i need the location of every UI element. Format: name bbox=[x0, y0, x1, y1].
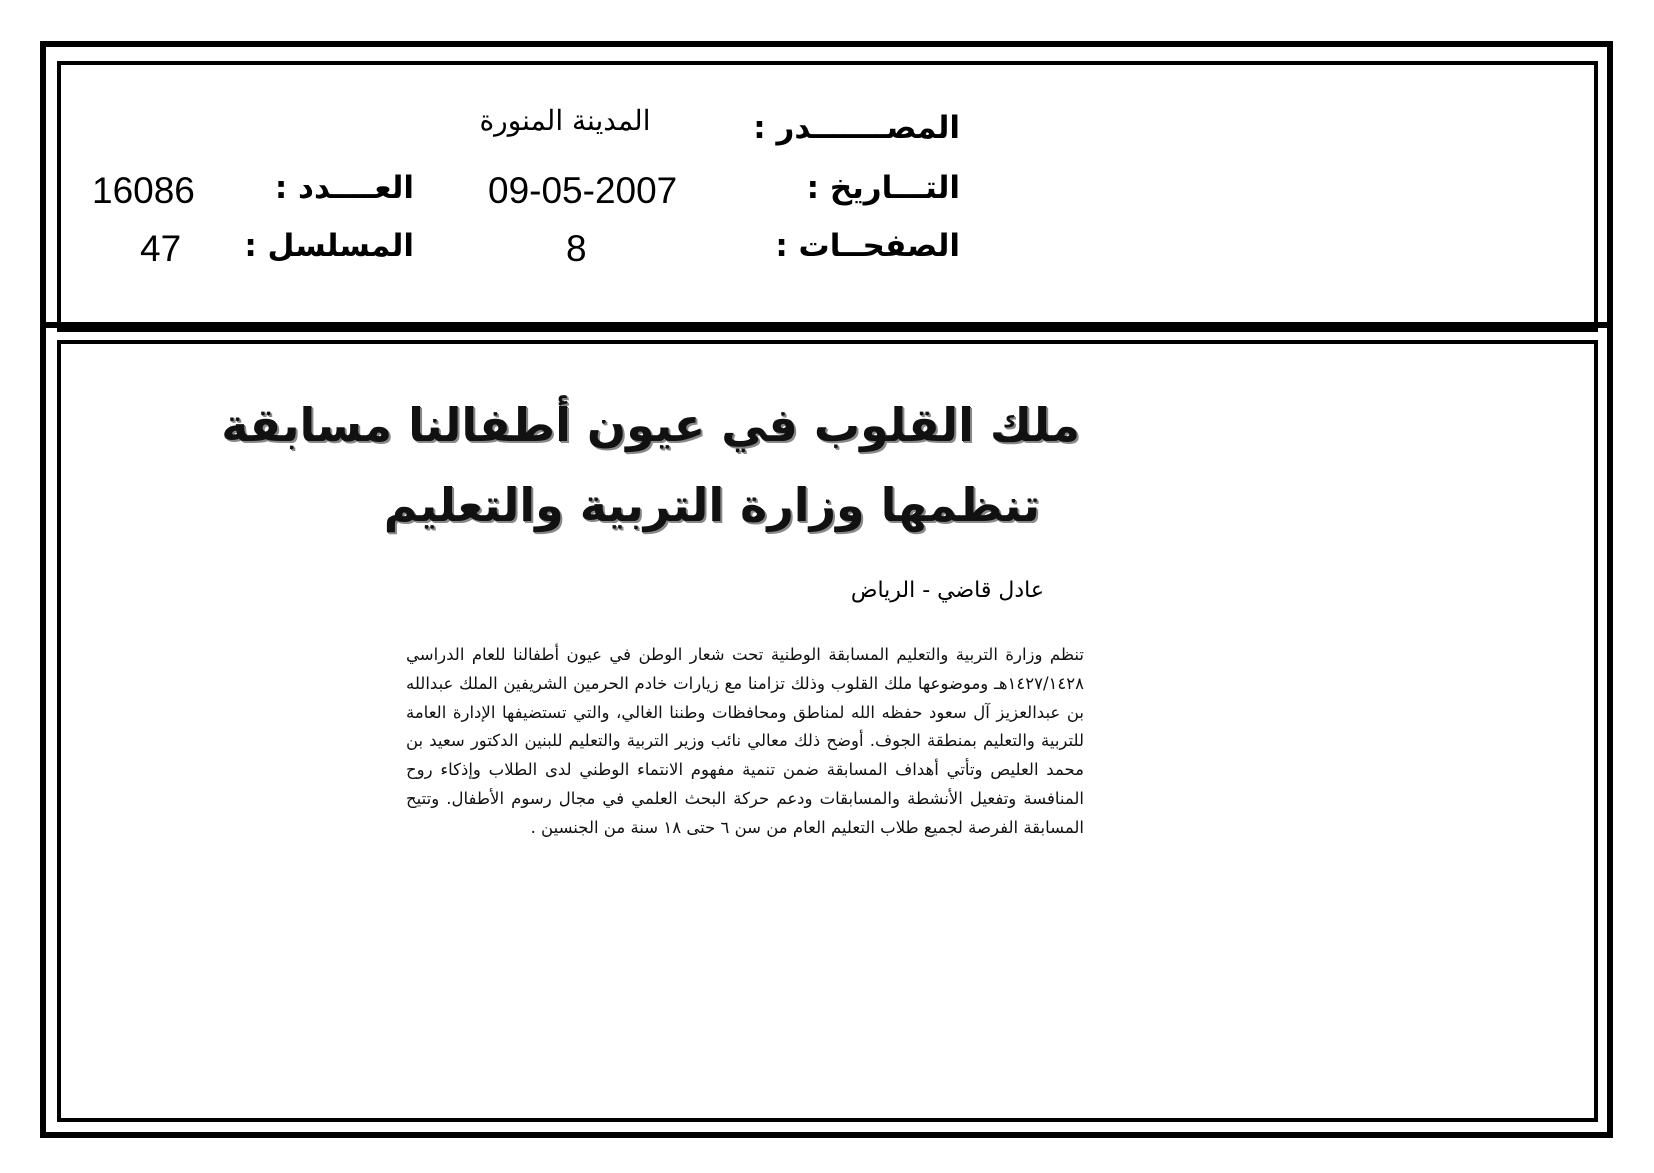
article-byline: عادل قاضي - الرياض bbox=[850, 578, 1044, 603]
article-body: تنظم وزارة التربية والتعليم المسابقة الوطنية تحت شعار الوطن في عيون أطفالنا للعام الدراسي ١٤٢٧/١٤٢٨هـ وموضوعها ملك القلوب وذلك تزامنا مع زيارات خادم الحرمين الشريفين الملك عبدالله بن عبدالعزيز آل سعود حفظه الله لمناطق ومحافظات وطننا الغالي، والتي تستضيفها الإدارة العامة للتربية والتعليم بمنطقة الجوف. أوضح ذلك معالي نائب وزير التربية والتعليم للبنين الدكتور سعيد بن محمد العليص وتأتي أهداف المسابقة ضمن تنمية مفهوم الانتماء الوطني لدى الطلاب وإذكاء روح المنافسة وتفعيل الأنشطة والمسابقات ودعم حركة البحث العلمي في مجال رسوم الأطفال. وتتيح المسابقة الفرصة لجميع طلاب التعليم العام من سن ٦ حتى ١٨ سنة من الجنسين . bbox=[406, 645, 1084, 837]
pages-label: الصفحــات : bbox=[775, 228, 960, 264]
source-label: المصـــــــدر : bbox=[753, 110, 960, 146]
source-value: المدينة المنورة bbox=[479, 104, 651, 137]
serial-label: المسلسل : bbox=[244, 228, 414, 264]
issue-label: العــــدد : bbox=[274, 170, 414, 206]
date-value: 09-05-2007 bbox=[488, 170, 678, 211]
article-headline-line2: تنظمها وزارة التربية والتعليم bbox=[383, 478, 1040, 532]
article-headline-line1: ملك القلوب في عيون أطفالنا مسابقة bbox=[221, 398, 1080, 452]
pages-value: 8 bbox=[566, 228, 587, 269]
serial-value: 47 bbox=[140, 228, 182, 269]
issue-value: 16086 bbox=[92, 170, 195, 211]
date-label: التـــاريخ : bbox=[806, 170, 960, 206]
header-divider bbox=[40, 322, 1613, 328]
